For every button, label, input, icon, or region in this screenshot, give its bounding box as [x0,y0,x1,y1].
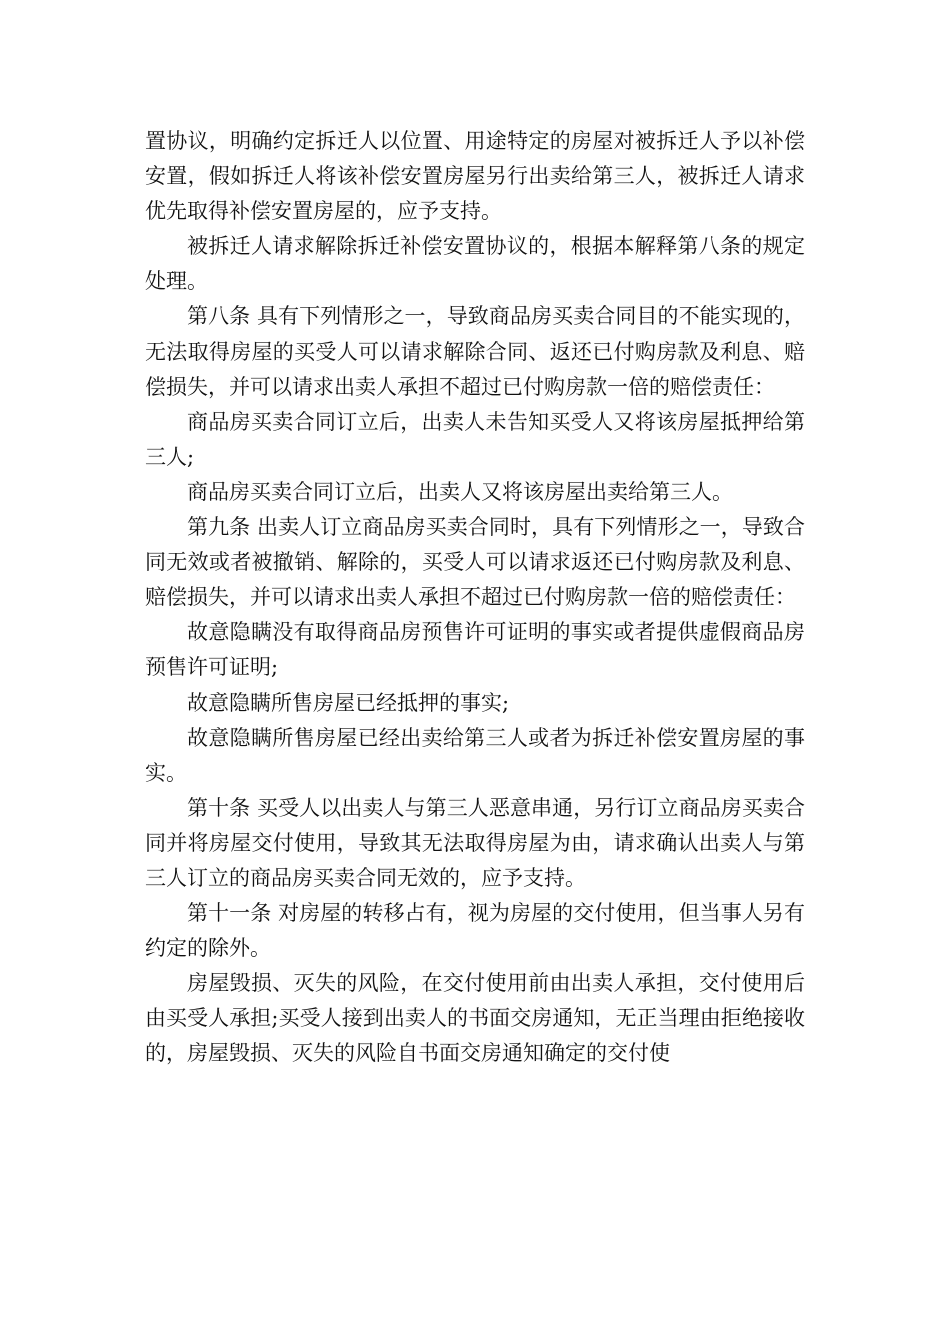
paragraph: 故意隐瞒所售房屋已经抵押的事实; [187,690,510,715]
paragraph: 故意隐瞒没有取得商品房预售许可证明的事实或者提供虚假商品房预售许可证明; [145,620,805,680]
paragraph: 故意隐瞒所售房屋已经出卖给第三人或者为拆迁补偿安置房屋的事实。 [145,725,805,785]
article-11-paragraph: 第十一条 对房屋的转移占有，视为房屋的交付使用，但当事人另有约定的除外。 [145,901,805,961]
paragraph: 商品房买卖合同订立后，出卖人又将该房屋出卖给第三人。 [187,479,733,504]
article-10-paragraph: 第十条 买受人以出卖人与第三人恶意串通，另行订立商品房买卖合同并将房屋交付使用，导致其无法取得房屋为由，请求确认出卖人与第三人订立的商品房买卖合同无效的，应予支持。 [145,795,805,890]
paragraph-continuation: 置协议，明确约定拆迁人以位置、用途特定的房屋对被拆迁人予以补偿安置，假如拆迁人将该补偿安置房屋另行出卖给第三人，被拆迁人请求优先取得补偿安置房屋的，应予支持。 [145,129,805,224]
document-body [145,124,805,1072]
paragraph: 房屋毁损、灭失的风险，在交付使用前由出卖人承担，交付使用后由买受人承担;买受人接到出卖人的书面交房通知，无正当理由拒绝接收的，房屋毁损、灭失的风险自书面交房通知确定的交付使 [145,971,805,1066]
article-8-paragraph: 第八条 具有下列情形之一，导致商品房买卖合同目的不能实现的，无法取得房屋的买受人可以请求解除合同、返还已付购房款及利息、赔偿损失，并可以请求出卖人承担不超过已付购房款一倍的赔偿责任： [145,304,805,399]
paragraph: 被拆迁人请求解除拆迁补偿安置协议的，根据本解释第八条的规定处理。 [145,234,805,294]
paragraph: 商品房买卖合同订立后，出卖人未告知买受人又将该房屋抵押给第三人; [145,409,805,469]
article-9-paragraph: 第九条 出卖人订立商品房买卖合同时，具有下列情形之一，导致合同无效或者被撤销、解除的，买受人可以请求返还已付购房款及利息、赔偿损失，并可以请求出卖人承担不超过已付购房款一倍的赔偿责任： [145,515,805,610]
